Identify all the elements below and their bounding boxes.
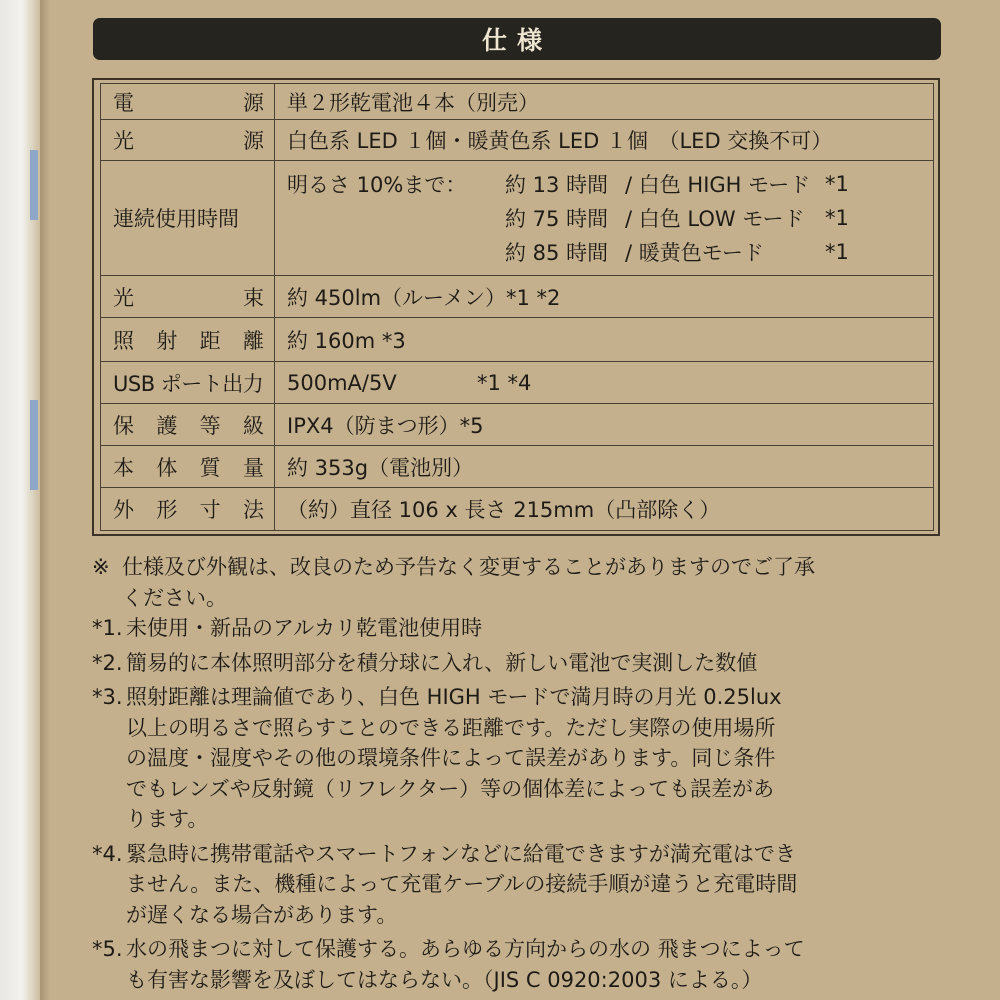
footnote-text: 未使用・新品のアルカリ乾電池使用時 [126, 616, 483, 640]
label-char: 法 [242, 498, 264, 522]
note-line: 仕様及び外観は、改良のため予告なく変更することがありますのでご了承 [122, 555, 815, 579]
footnote [92, 648, 932, 679]
footnote-text: ません。また、機種によって充電ケーブルの接続手順が違うと充電時間 [126, 872, 798, 896]
spec-title-bar [93, 18, 941, 60]
label-char: 量 [242, 455, 264, 480]
label-char: 距 [199, 328, 221, 353]
footnote-text: が遅くなる場合があります。 [126, 902, 398, 927]
label-char: 源 [243, 90, 264, 115]
runtime-time: 約 75 時間 [505, 207, 609, 231]
justified-label [113, 410, 264, 440]
runtime-mode: / 白色 HIGH モード [625, 173, 811, 197]
package-fold-edge [40, 0, 50, 1000]
footnote-head [92, 839, 932, 870]
spec-label [101, 120, 275, 161]
spec-title: 仕様 [481, 26, 552, 55]
runtime-line [287, 201, 933, 235]
spec-label [101, 318, 275, 362]
spec-label [101, 446, 275, 488]
footnotes-list [92, 613, 932, 995]
spec-row-light-source [101, 120, 934, 161]
note-line: ください。 [122, 585, 227, 610]
disclaimer-mark: ※ [92, 555, 110, 579]
runtime-label: 連続使用時間 [113, 207, 239, 231]
footnote-text: 水の飛まつに対して保護する。あらゆる方向からの水の 飛まつによって [126, 937, 805, 961]
spec-row-dimensions [101, 488, 934, 531]
package-side-panel [0, 0, 40, 1000]
justified-label [113, 494, 264, 524]
footnote-number: *2. [92, 650, 123, 675]
label-char: 光 [113, 285, 134, 310]
label-char: 形 [156, 498, 178, 522]
footnote-text: 照射距離は理論値であり、白色 HIGH モードで満月時の月光 0.25lux [126, 685, 782, 709]
footnote-text: の温度・湿度やその他の環境条件によって誤差があります。同じ条件 [126, 746, 776, 770]
footnote-text: も有害な影響を及ぼしてはならない。（JIS C 0920:2003 による。） [126, 967, 763, 992]
spec-row-protection [101, 404, 934, 446]
label-char: 保 [113, 413, 134, 438]
spec-value: 白色系 LED １個・暖黄色系 LED １個 （LED 交換不可） [275, 120, 934, 161]
label-char: 寸 [199, 498, 221, 522]
justified-label [113, 87, 264, 117]
spec-value [275, 362, 934, 404]
spec-value: 単２形乾電池４本（別売） [275, 84, 934, 120]
disclaimer-note [92, 552, 932, 613]
spec-label [101, 362, 275, 404]
justified-label [113, 452, 264, 482]
label-char: 射 [156, 328, 178, 353]
footnote-number: *3. [92, 685, 123, 709]
runtime-line [287, 167, 933, 201]
label-char: 質 [199, 455, 221, 480]
spec-label [101, 404, 275, 446]
footnote-number: *1. [92, 616, 123, 640]
footnote-head [92, 934, 932, 965]
runtime-lead: 明るさ 10%まで： [287, 173, 467, 197]
spec-label [101, 276, 275, 318]
label-char: 照 [113, 328, 134, 353]
footnote-head [92, 648, 932, 679]
label-char: 離 [242, 328, 264, 353]
spec-row-beam-distance [101, 318, 934, 362]
spec-value: 約 450lm（ルーメン）*1 *2 [275, 276, 934, 318]
justified-label [113, 125, 264, 155]
footnote [92, 839, 932, 931]
spec-value: 約 353g（電池別） [275, 446, 934, 488]
side-panel-print [30, 150, 38, 220]
runtime-time: 約 13 時間 [505, 173, 609, 197]
spec-row-power [101, 84, 934, 120]
runtime-note: *1 [825, 206, 849, 230]
footnote-text: 簡易的に本体照明部分を積分球に入れ、新しい電池で実測した数値 [126, 650, 758, 675]
footnote-text: ります。 [126, 807, 209, 831]
footnote-head [92, 613, 932, 644]
spec-row-usb-output [101, 362, 934, 404]
label-char: 体 [156, 455, 178, 480]
usb-value: 500mA/5V [287, 370, 397, 395]
spec-value: （約）直径 106 x 長さ 215mm（凸部除く） [275, 488, 934, 531]
footnote-text: 以上の明るさで照らすことのできる距離です。ただし実際の使用場所 [126, 715, 776, 740]
spec-label [101, 488, 275, 531]
runtime-mode: / 暖黄色モード [625, 241, 764, 265]
spec-label [101, 84, 275, 120]
label-char: 源 [243, 129, 264, 153]
runtime-note: *1 [825, 172, 849, 196]
label-char: 外 [113, 498, 134, 522]
footnote [92, 682, 932, 835]
spec-row-luminous-flux [101, 276, 934, 318]
spec-table [100, 83, 934, 531]
label-char: 束 [243, 285, 264, 310]
label-char: 光 [113, 129, 134, 153]
spec-row-runtime [101, 161, 934, 276]
footnote-head [92, 682, 932, 713]
footnote-text: でもレンズや反射鏡（リフレクター）等の個体差によっても誤差があ [126, 776, 775, 801]
footnote [92, 934, 932, 995]
footnote [92, 613, 932, 644]
side-panel-print [30, 400, 38, 490]
runtime-line [287, 235, 933, 269]
label-char: 電 [113, 90, 134, 115]
spec-value-runtime [275, 161, 934, 276]
runtime-note: *1 [825, 240, 849, 264]
footnote-number: *4. [92, 841, 123, 866]
spec-value: 約 160m *3 [275, 318, 934, 362]
usb-label: USB ポート出力 [113, 371, 264, 396]
label-char: 本 [113, 455, 134, 480]
footnote-text: 緊急時に携帯電話やスマートフォンなどに給電できますが満充電はでき [126, 841, 796, 866]
label-char: 等 [199, 413, 221, 438]
label-char: 級 [242, 413, 264, 438]
runtime-time: 約 85 時間 [505, 241, 609, 265]
usb-note: *1 *4 [477, 370, 532, 395]
justified-label [113, 282, 264, 312]
spec-row-weight [101, 446, 934, 488]
label-char: 護 [156, 413, 178, 438]
justified-label [113, 325, 264, 355]
runtime-mode: / 白色 LOW モード [625, 207, 805, 231]
spec-value: IPX4（防まつ形）*5 [275, 404, 934, 446]
spec-label [101, 161, 275, 276]
notes-section [92, 552, 932, 995]
footnote-number: *5. [92, 937, 123, 961]
